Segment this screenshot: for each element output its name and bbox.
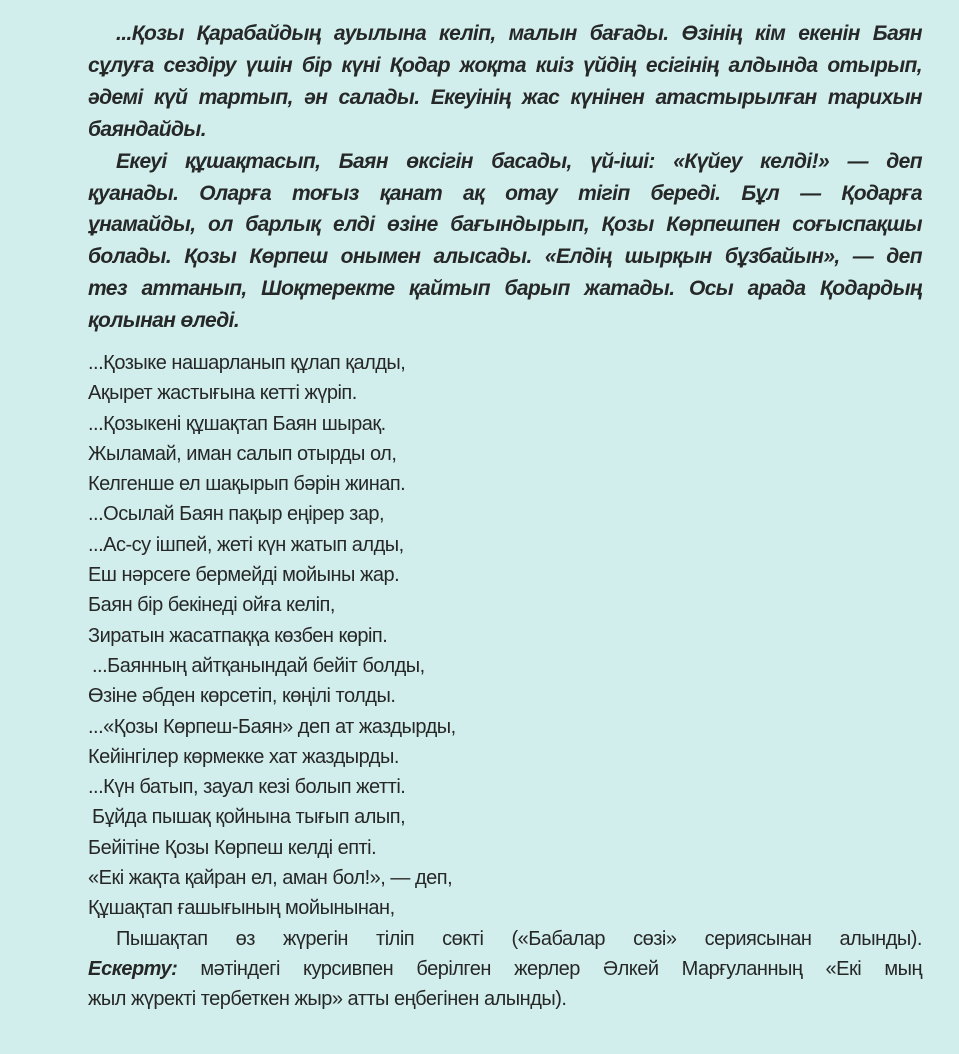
poem-line: Бұйда пышақ қойнына тығып алып,: [92, 806, 406, 829]
paragraph-1-line: сұлуға сездіру үшін бір күні Қодар жоқта киіз үйдің есігінің алдында отырып,: [88, 53, 922, 77]
paragraph-2-line: қолынан өледі.: [88, 309, 240, 333]
poem-line: Өзіне әбден көрсетіп, көңілі толды.: [88, 685, 396, 708]
paragraph-2-line: ұнамайды, ол барлық елді өзіне бағындырып, Қозы Көрпешпен соғыспақшы: [88, 213, 922, 237]
note-line: [88, 954, 922, 984]
note-label: Ескерту:: [88, 957, 178, 980]
poem-line: Пышақтап өз жүрегін тіліп сөкті («Бабалар сөзі» сериясынан алынды).: [116, 927, 922, 950]
paragraph-2-line: қуанады. Оларға тоғыз қанат ақ отау тігіп береді. Бұл — Қодарға: [88, 181, 922, 205]
prose-section: [88, 18, 922, 337]
poem-line: Зиратын жасатпаққа көзбен көріп.: [88, 624, 388, 647]
paragraph-2-line: Екеуі құшақтасып, Баян өксігін басады, үй-іші: «Күйеу келді!» — деп: [116, 149, 922, 173]
poem-line: Еш нәрсеге бермейді мойыны жар.: [88, 564, 400, 587]
poem-line: «Екі жақта қайран ел, аман бол!», — деп,: [88, 867, 453, 890]
poem-line: Жыламай, иман салып отырды ол,: [88, 442, 397, 465]
poem-line: ...Баянның айтқанындай бейіт болды,: [92, 654, 425, 677]
poem-line: ...Күн батып, зауал кезі болып жетті.: [88, 776, 406, 799]
poem-line: Ақырет жастығына кетті жүріп.: [88, 382, 357, 405]
poem-line: ...«Қозы Көрпеш-Баян» деп ат жаздырды,: [88, 715, 456, 738]
paragraph-2-line: тез аттанып, Шоқтеректе қайтып барып жатады. Осы арада Қодардың: [88, 277, 922, 301]
poem-line: Кейінгілер көрмекке хат жаздырды.: [88, 745, 399, 768]
poem-line: Құшақтап ғашығының мойынынан,: [88, 897, 395, 920]
poem-line: Келгенше ел шақырып бәрін жинап.: [88, 473, 406, 496]
poem-line: ...Қозыкені құшақтап Баян шырақ.: [88, 412, 386, 435]
poem-section: [88, 348, 922, 1015]
poem-line: Баян бір бекінеді ойға келіп,: [88, 594, 335, 617]
poem-line: ...Ас-су ішпей, жеті күн жатып алды,: [88, 533, 404, 556]
paragraph-1-line: ...Қозы Қарабайдың ауылына келіп, малын бағады. Өзінің кім екенін Баян: [116, 22, 922, 45]
poem-line: Бейітіне Қозы Көрпеш келді епті.: [88, 836, 377, 859]
poem-line: ...Қозыке нашарланып құлап қалды,: [88, 352, 406, 374]
note-line: жыл жүректі тербеткен жыр» атты еңбегінен алынды).: [88, 988, 567, 1011]
paragraph-1-line: баяндайды.: [88, 117, 206, 141]
paragraph-2-line: болады. Қозы Көрпеш онымен алысады. «Елдің шырқын бұзбайын», — деп: [88, 245, 922, 269]
note-text: мәтіндегі курсивпен берілген жерлер Әлкей Марғуланның «Екі мың: [177, 957, 922, 980]
poem-line: ...Осылай Баян пақыр еңірер зар,: [88, 503, 385, 526]
paragraph-1-line: әдемі күй тартып, ән салады. Екеуінің жас күнінен атастырылған тарихын: [88, 85, 922, 109]
